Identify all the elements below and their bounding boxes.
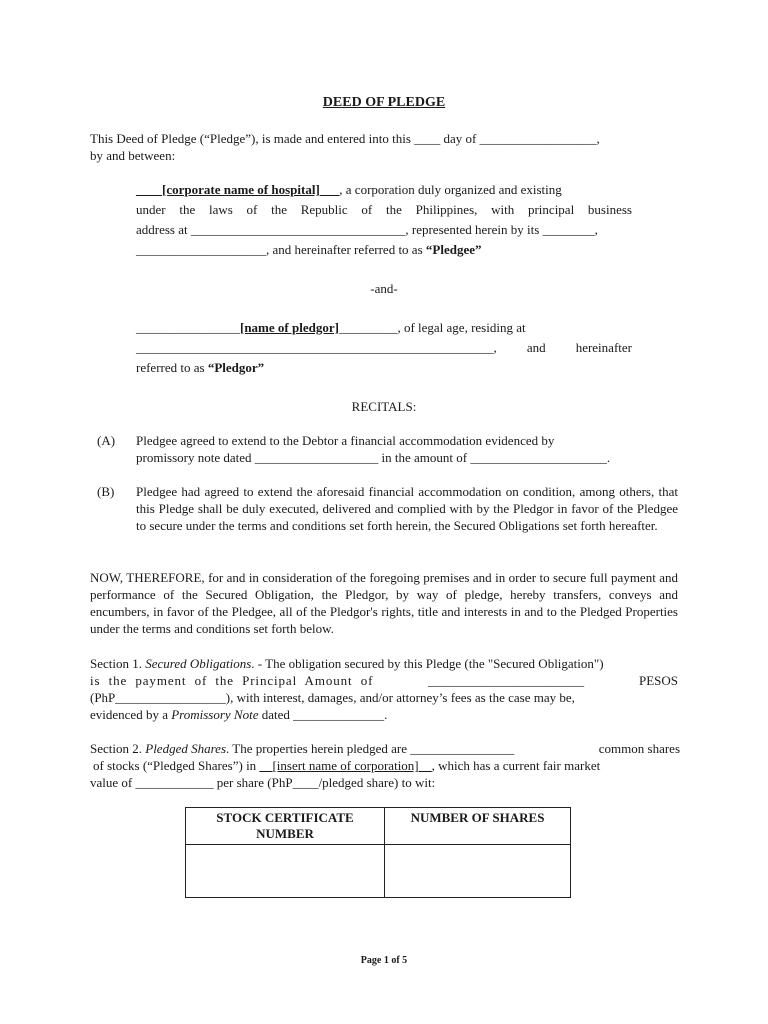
intro-line-2: by and between: xyxy=(90,148,176,163)
representative-name-blank: ____________________ xyxy=(136,242,266,257)
pledgee-line-2: under the laws of the Republic of the Philippines, with principal business xyxy=(136,202,632,217)
pledgor-line-3: referred to as “Pledgor” xyxy=(136,360,265,375)
shares-table-wrap xyxy=(185,807,571,898)
section-2-line-1: Section 2. Pledged Shares. The properties herein pledged are ________________ common shares xyxy=(90,741,680,756)
header-number-of-shares: NUMBER OF SHARES xyxy=(385,808,571,845)
pledgee-line-1 xyxy=(136,181,632,198)
address-blank: _________________________________ xyxy=(190,222,406,237)
page-footer: Page 1 of 5 xyxy=(360,955,408,966)
corporation-name-placeholder: __[insert name of corporation]__ xyxy=(259,758,432,773)
pledgor-term: “Pledgor” xyxy=(207,360,265,375)
section-1-line-4: evidenced by a Promissory Note dated ______________. xyxy=(90,707,388,722)
amount-blank: _____________________ xyxy=(470,450,607,465)
principal-words-blank: ________________________ xyxy=(428,673,585,688)
php-per-share-blank: ____ xyxy=(292,775,319,790)
pledgee-text: , a corporation duly organized and existing xyxy=(339,182,562,197)
shares-table xyxy=(185,807,571,898)
pledgee-term: “Pledgee” xyxy=(425,242,482,257)
section-2-line-3: value of ____________ per share (PhP____/pledged share) to wit: xyxy=(90,775,436,790)
pledgor-block xyxy=(136,319,632,376)
and-separator: -and- xyxy=(370,281,398,296)
pledgor-line-2: _______________________________________________________, and hereinafter xyxy=(136,340,632,355)
cell-number-of-shares xyxy=(385,845,571,898)
pledgee-block xyxy=(136,181,632,258)
pledgor-name-placeholder: [name of pledgor] xyxy=(240,320,339,335)
note-date-blank: ___________________ xyxy=(254,450,379,465)
table-row xyxy=(186,845,571,898)
intro-text: day of xyxy=(443,131,477,146)
intro-text: This Deed of Pledge (“Pledge”), is made and entered into this xyxy=(90,131,411,146)
recital-b-text: Pledgee had agreed to extend the aforesaid financial accommodation on condition, among others, that this Pledge shall be duly executed, delivered and complied with by the Pledgor in favor of the Pledgee to secure under the terms and conditions set forth herein, the Secured Obligations set forth hereafter. xyxy=(136,484,678,533)
document-title: DEED OF PLEDGE xyxy=(322,95,446,110)
promissory-note-term: Promissory Note xyxy=(171,707,259,722)
pledgee-name-placeholder: ____[corporate name of hospital]___ xyxy=(136,182,340,197)
recitals-heading: RECITALS: xyxy=(351,399,417,414)
month-blank: __________________, xyxy=(479,131,600,146)
fair-value-blank: ____________ xyxy=(135,775,214,790)
header-stock-certificate: STOCK CERTIFICATE NUMBER xyxy=(186,808,385,845)
recital-a-line-2: promissory note dated ___________________ in the amount of _____________________. xyxy=(136,450,611,465)
now-therefore-lead: NOW, THEREFORE xyxy=(90,570,202,585)
section-1-line-3: (PhP_________________), with interest, damages, and/or attorney’s fees as the case may be, xyxy=(90,690,575,705)
section-2 xyxy=(90,740,680,791)
day-blank: ____ xyxy=(414,131,441,146)
recital-a-label: (A) xyxy=(97,433,116,448)
representative-blank: ________, xyxy=(542,222,598,237)
shares-count-blank: ________________ xyxy=(410,741,515,756)
section-1-line-2: is the payment of the Principal Amount of ________________________ PESOS xyxy=(90,673,678,688)
now-therefore-paragraph: NOW, THEREFORE, for and in consideration of the foregoing premises and in order to secure full payment and performance of the Secured Obligation, the Pledgor, by way of pledge, hereby transfers, conveys and encumbers, in favor of the Pledgee, all of the Pledgor's rights, title and interests in and to the Pledged Properties under the terms and conditions set forth below. xyxy=(90,570,679,636)
principal-php-blank: _________________ xyxy=(115,690,226,705)
pledgee-line-4: ____________________, and hereinafter referred to as “Pledgee” xyxy=(136,242,482,257)
recital-b-label: (B) xyxy=(97,484,115,499)
table-header-row xyxy=(186,808,571,845)
cell-stock-certificate xyxy=(186,845,385,898)
section-1-heading: Secured Obligations xyxy=(145,656,252,671)
section-2-line-2: of stocks (“Pledged Shares”) in __[insert name of corporation]__, which has a current fair market xyxy=(93,758,601,773)
pledgor-line-1: ________________[name of pledgor]_________, of legal age, residing at xyxy=(136,320,526,335)
section-1 xyxy=(90,655,678,723)
pledgee-line-3: address at _________________________________, represented herein by its ________, xyxy=(136,222,598,237)
note-date-blank-2: ______________ xyxy=(293,707,385,722)
residence-blank: _______________________________________________________ xyxy=(136,340,494,355)
section-2-heading: Pledged Shares xyxy=(145,741,226,756)
recital-a-line-1: Pledgee agreed to extend to the Debtor a financial accommodation evidenced by xyxy=(136,433,555,448)
intro-line-1 xyxy=(90,130,680,147)
section-1-line-1: Section 1. Secured Obligations. - The obligation secured by this Pledge (the "Secured Obligation") xyxy=(90,656,604,671)
recital-a xyxy=(136,432,632,466)
